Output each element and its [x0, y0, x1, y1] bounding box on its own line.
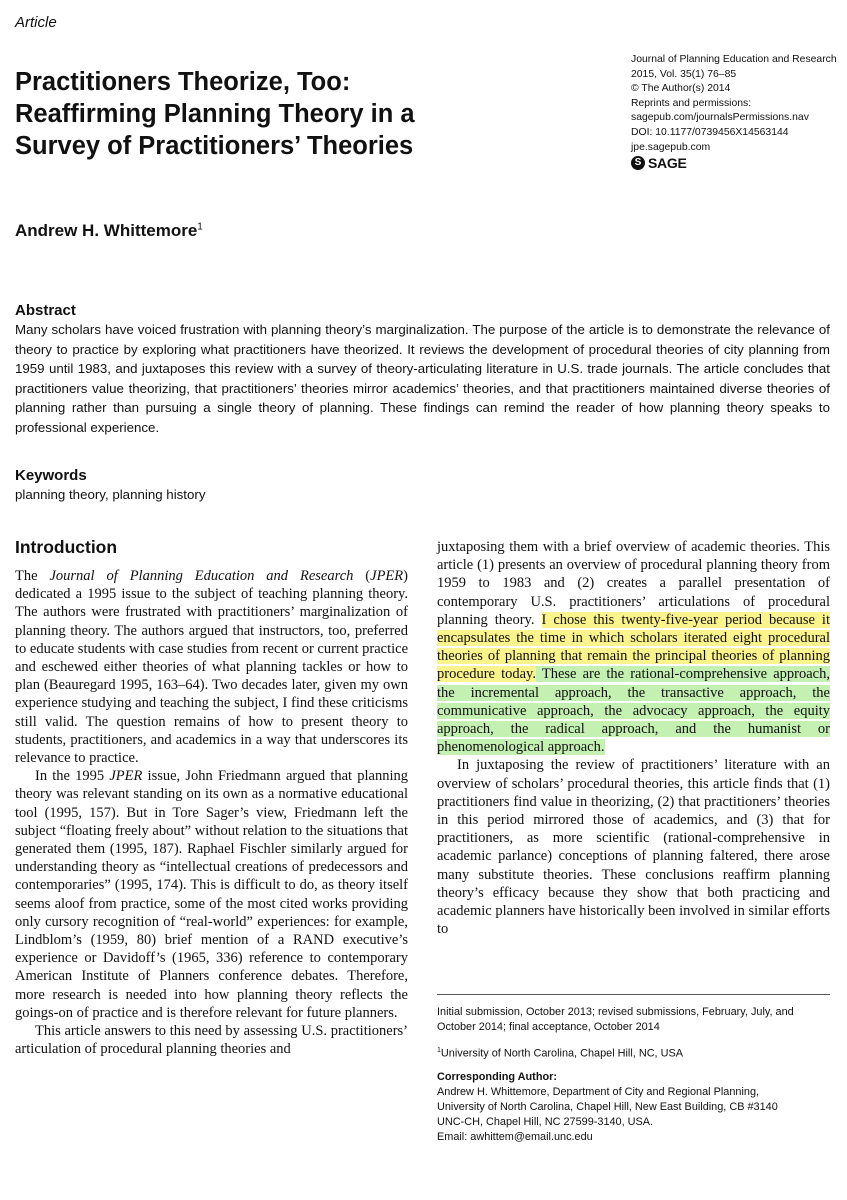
paper-title	[15, 66, 575, 162]
author-line	[15, 221, 203, 241]
journal-volume: 2015, Vol. 35(1) 76–85	[631, 68, 737, 80]
reprints-label: Reprints and permissions:	[631, 97, 752, 109]
journal-name-italic: Journal of Planning Education and Research	[49, 568, 354, 584]
text-run: issue, John Friedmann argued that planning theory was relevant standing on its own as a normative educational tool (1995, 157). But in Tore Sager’s view, Friedmann left the subject “floating freely about” without relation to the situations that generated them (1995, 187). Raphael Fischler similarly argued for understanding theory as “intellectual creations of predecessors and contemporaries” (1995, 174). This is difficult to do, as theory itself seems aloof from practice, some of the most cited works providing only cursory recognition of “real-world” experiences: for example, Lindblom’s (1959, 80) brief mention of a RAND executive’s experience or Davidoff’s (1965, 336) reference to contemporary American Institute of Planners conference debates. Therefore, more research is needed into how planning theory reflects the goings-on of practice and is therefore relevant for future planners.	[15, 768, 409, 1021]
paragraph	[15, 767, 408, 1022]
green-highlight: These are the rational-comprehensive approach, the incremental approach, the transactive approach, the communicative approach, the advocacy approach, the equity approach, the radical approach, and the humanist or phenomenological approach.	[437, 666, 830, 756]
corr-line: Andrew H. Whittemore, Department of City and Regional Planning,	[437, 1085, 760, 1098]
text-run: ) dedicated a 1995 issue to the subject of teaching planning theory. The authors were frustrated with practitioners’ marginalization of planning theory. The authors argued that instructors, too, preferred to educate students with case studies from recent or current practice and eschewed either theories of what planning tackles or how to plan (Beauregard 1995, 163–64). Two decades later, given my own experience studying and teaching the subject, I find these criticisms still valid. The question remains of how to present theory to students, practitioners, and academics in a way that underscores its relevance to practice.	[15, 568, 408, 767]
text-run: juxtaposing them with a brief overview of academic theories. This article (1) presents an overview of procedural planning theory from 1959 to 1983 and (2) creates a parallel presentation of contemporary U.S. practitioners’ articulations of procedural planning theory.	[437, 539, 830, 628]
introduction-heading: Introduction	[15, 537, 118, 557]
text-run: In the 1995	[35, 768, 110, 785]
keywords-section	[15, 466, 830, 505]
sage-logo	[631, 156, 841, 171]
title-line: Survey of Practitioners’ Theories	[15, 132, 414, 160]
abstract-text: Many scholars have voiced frustration with planning theory’s marginalization. The purpose of the article is to demonstrate the relevance of theory to practice by exploring what practitioners have theorized. It reviews the development of procedural theories of city planning from 1959 until 1983, and juxtaposes this review with a survey of theory-articulating literature in U.S. trade journals. The article concludes that practitioners value theorizing, that practitioners’ theories mirror academics’ theories, and that practitioners maintained diverse theories of planning rather than pursuing a single theory of planning. These findings can remind the reader of how planning theory speaks to professional experience.	[15, 322, 830, 435]
paragraph: This article answers to this need by assessing U.S. practitioners’ articulation of procedural planning theories and	[15, 1023, 408, 1058]
title-line: Practitioners Theorize, Too:	[15, 68, 351, 96]
email-link[interactable]: Email: awhittem@email.unc.edu	[437, 1130, 593, 1143]
permissions-link[interactable]: sagepub.com/journalsPermissions.nav	[631, 112, 809, 124]
paragraph	[15, 567, 408, 767]
corr-line: UNC-CH, Chapel Hill, NC 27599-3140, USA.	[437, 1115, 654, 1128]
affiliation-mark: 1	[197, 221, 203, 233]
affiliation-mark: 1	[437, 1047, 441, 1054]
journal-url[interactable]: jpe.sagepub.com	[631, 141, 711, 153]
corresponding-heading: Corresponding Author:	[437, 1070, 557, 1083]
right-column	[437, 538, 830, 938]
affiliation-text: University of North Carolina, Chapel Hill, NC, USA	[440, 1047, 683, 1060]
footnotes	[437, 994, 830, 1145]
publisher-name: SAGE	[648, 155, 687, 172]
jper-abbrev: JPER	[370, 568, 404, 584]
article-type-label: Article	[15, 14, 57, 31]
title-line: Reaffirming Planning Theory in a	[15, 100, 415, 128]
text-run: The	[15, 568, 50, 584]
text-run: (	[353, 568, 371, 584]
jper-abbrev: JPER	[109, 768, 143, 785]
doi[interactable]: DOI: 10.1177/0739456X14563144	[631, 126, 789, 138]
yellow-highlight: I chose this twenty-five-year period because it encapsulates the time in which scholars iterated eight procedural theories of planning that remain the principal theories of planning procedure today.	[437, 611, 830, 683]
abstract-section	[15, 301, 830, 438]
left-column	[15, 567, 408, 1058]
affiliation-note	[437, 1043, 830, 1062]
journal-info	[631, 53, 841, 171]
corresponding-author	[437, 1070, 830, 1145]
keywords-text: planning theory, planning history	[15, 487, 206, 502]
corr-line: University of North Carolina, Chapel Hill, New East Building, CB #3140	[437, 1100, 778, 1113]
paragraph: In juxtaposing the review of practitioners’ literature with an overview of scholars’ procedural theories, this article finds that (1) practitioners find value in theorizing, (2) that practitioners’ theories in this period mirrored those of academics, and (3) that for practitioners, as more scientific (rational-comprehensive in academic parlance) conceptions of planning faltered, there arose many substitute theories. These conclusions reaffirm planning theory’s efficacy because they show that both practicing and academic planners have historically been involved in similar efforts to	[437, 757, 830, 938]
submission-dates: Initial submission, October 2013; revised submissions, February, July, and October 2014; final acceptance, October 2014	[437, 1006, 794, 1033]
journal-name: Journal of Planning Education and Research	[631, 54, 837, 65]
paragraph	[437, 538, 830, 756]
sage-icon: S	[631, 156, 645, 170]
abstract-heading: Abstract	[15, 302, 76, 319]
keywords-heading: Keywords	[15, 467, 87, 484]
copyright: © The Author(s) 2014	[631, 83, 731, 95]
author-name: Andrew H. Whittemore	[15, 221, 198, 240]
